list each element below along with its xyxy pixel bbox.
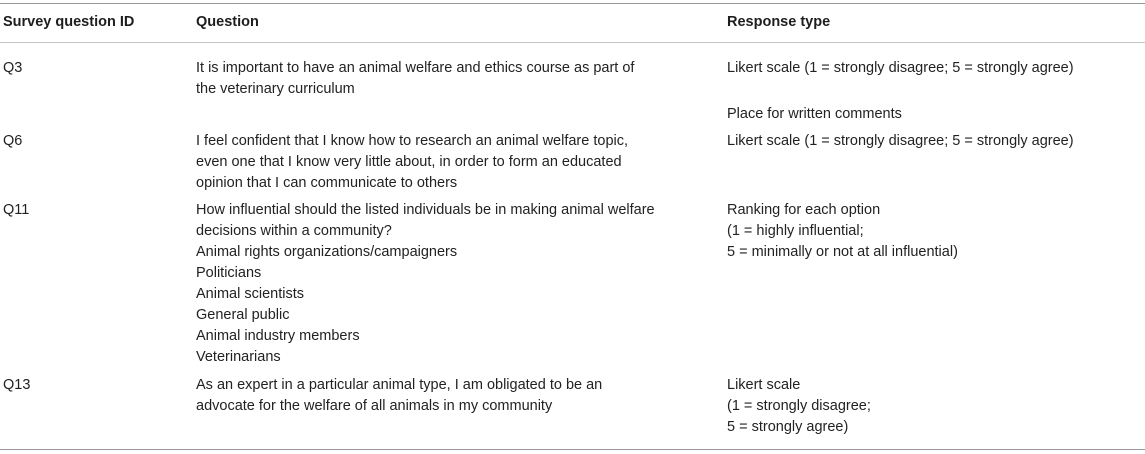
row-q11-option: General public [196,307,290,323]
row-q11-option: Animal rights organizations/campaigners [196,244,458,260]
row-q13-id: Q13 [3,377,31,393]
row-q11-response [727,200,958,263]
table-top-rule [0,3,1145,4]
row-q13-response [727,375,871,438]
row-q3-response-line: Likert scale (1 = strongly disagree; 5 = strongly agree) [727,60,1074,76]
header-divider [0,42,1145,43]
row-q13-question-line: advocate for the welfare of all animals in my community [196,398,553,414]
row-q6-question-line: I feel confident that I know how to research an animal welfare topic, [196,133,629,149]
row-q11-question [196,200,655,368]
header-survey-question-id: Survey question ID [3,14,135,30]
row-q13-question [196,375,602,417]
row-q13-question-line: As an expert in a particular animal type, I am obligated to be an [196,377,603,393]
header-response-type: Response type [727,14,831,30]
row-q3-response-extra: Place for written comments [727,106,902,122]
row-q11-option: Veterinarians [196,349,281,365]
row-q11-id: Q11 [3,202,30,218]
row-q6-response [727,131,1074,152]
row-q6-question-line: opinion that I can communicate to others [196,175,458,191]
row-q3-id: Q3 [3,60,23,76]
row-q13-response-line: Likert scale [727,377,801,393]
row-q3-question-line: the veterinary curriculum [196,81,355,97]
row-q11-option: Politicians [196,265,262,281]
row-q11-option: Animal scientists [196,286,304,302]
row-q11-option: Animal industry members [196,328,360,344]
row-q11-question-line: decisions within a community? [196,223,392,239]
row-q11-question-line: How influential should the listed individuals be in making animal welfare [196,202,655,218]
row-q6-id: Q6 [3,133,23,149]
row-q11-response-line: Ranking for each option [727,202,881,218]
row-q11-response-line: (1 = highly influential; [727,223,864,239]
row-q6-question-line: even one that I know very little about, in order to form an educated [196,154,622,170]
row-q3-question [196,58,634,100]
row-q6-response-line: Likert scale (1 = strongly disagree; 5 = strongly agree) [727,133,1074,149]
table-bottom-rule [0,449,1145,450]
row-q13-response-line: 5 = strongly agree) [727,419,849,435]
row-q11-response-line: 5 = minimally or not at all influential) [727,244,958,260]
row-q13-response-line: (1 = strongly disagree; [727,398,871,414]
row-q6-question [196,131,628,194]
row-q3-question-line: It is important to have an animal welfare and ethics course as part of [196,60,635,76]
header-question: Question [196,14,259,30]
row-q3-response [727,58,1074,79]
